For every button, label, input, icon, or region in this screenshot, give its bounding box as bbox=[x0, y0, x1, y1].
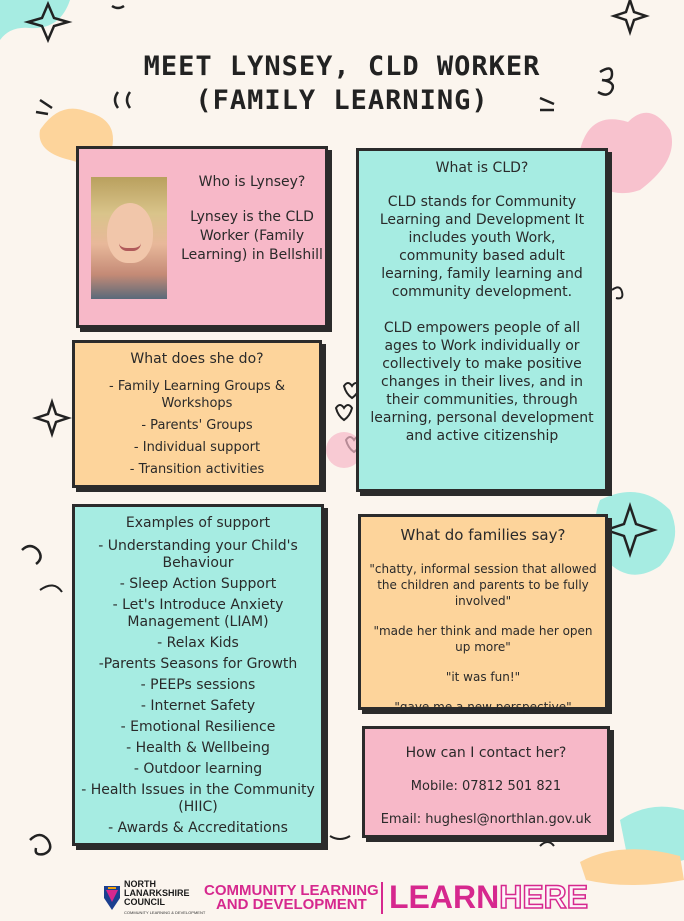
title-line-2: (FAMILY LEARNING) bbox=[195, 85, 489, 116]
list-item: - Understanding your Child's Behaviour bbox=[98, 538, 298, 571]
list-item: - Relax Kids bbox=[157, 635, 239, 651]
council-name: NORTH LANARKSHIRE COUNCIL bbox=[124, 879, 190, 907]
contact-card bbox=[362, 726, 610, 838]
council-subtext: COMMUNITY LEARNING & DEVELOPMENT bbox=[124, 910, 206, 915]
who-is-lynsey-card bbox=[76, 146, 328, 328]
list-item: -Parents Seasons for Growth bbox=[98, 656, 298, 672]
cld-heading: What is CLD? bbox=[435, 160, 529, 176]
quote: "chatty, informal session that allowed the children and parents to be fully involved" bbox=[369, 562, 597, 608]
list-item: - PEEPs sessions bbox=[140, 677, 256, 693]
list-item: - Let's Introduce Anxiety Management (LIAM) bbox=[112, 597, 284, 630]
footer-divider bbox=[381, 882, 383, 914]
does-list bbox=[81, 378, 313, 478]
list-item: - Family Learning Groups & Workshops bbox=[109, 379, 285, 411]
learn-here-wordmark: LEARNHERE bbox=[389, 879, 589, 915]
title-line-1: MEET LYNSEY, CLD WORKER bbox=[143, 51, 541, 82]
quote: "it was fun!" bbox=[445, 670, 521, 684]
contact-mobile[interactable]: Mobile: 07812 501 821 bbox=[410, 779, 562, 794]
list-item: - Outdoor learning bbox=[133, 761, 263, 777]
what-does-she-do-card bbox=[72, 340, 322, 488]
footer bbox=[0, 876, 684, 921]
examples-of-support-card bbox=[72, 504, 324, 846]
list-item: - Individual support bbox=[133, 440, 261, 455]
list-item: - Emotional Resilience bbox=[120, 719, 276, 735]
list-item: - Awards & Accreditations bbox=[108, 820, 288, 836]
who-text bbox=[177, 173, 327, 265]
list-item: - Internet Safety bbox=[140, 698, 256, 714]
list-item: - Health & Wellbeing bbox=[126, 740, 270, 756]
list-item: - Sleep Action Support bbox=[119, 576, 277, 592]
quote: "gave me a new perspective" bbox=[394, 700, 572, 714]
list-item: - Parents' Groups bbox=[141, 418, 253, 433]
examples-list bbox=[79, 538, 317, 837]
quote: "made her think and made her open up more" bbox=[373, 624, 593, 654]
photo-face bbox=[107, 203, 153, 263]
council-crest-icon bbox=[102, 882, 122, 912]
cld-paragraph-1: CLD stands for Community Learning and Development It includes youth Work, community based adult learning, family learning and community development. bbox=[379, 194, 585, 300]
say-heading: What do families say? bbox=[400, 526, 566, 544]
contact-heading: How can I contact her? bbox=[405, 745, 567, 761]
who-heading: Who is Lynsey? bbox=[198, 174, 306, 190]
who-body: Lynsey is the CLD Worker (Family Learning) in Bellshill bbox=[181, 209, 323, 263]
cld-paragraph-2: CLD empowers people of all ages to Work individually or collectively to make positive changes in their lives, and in their communities, through learning, personal development and active citizenship bbox=[370, 320, 594, 444]
page-title bbox=[0, 50, 684, 118]
does-heading: What does she do? bbox=[130, 351, 264, 367]
lynsey-photo bbox=[91, 177, 167, 299]
cld-wordmark: COMMUNITY LEARNING AND DEVELOPMENT bbox=[204, 882, 379, 913]
north-lanarkshire-logo bbox=[102, 878, 206, 918]
list-item: - Transition activities bbox=[129, 462, 265, 477]
contact-email[interactable]: Email: hughesl@northlan.gov.uk bbox=[380, 812, 592, 827]
examples-heading: Examples of support bbox=[125, 515, 271, 531]
what-is-cld-card bbox=[356, 148, 608, 492]
list-item: - Health Issues in the Community (HIIC) bbox=[81, 782, 315, 815]
what-do-families-say-card bbox=[358, 514, 608, 714]
